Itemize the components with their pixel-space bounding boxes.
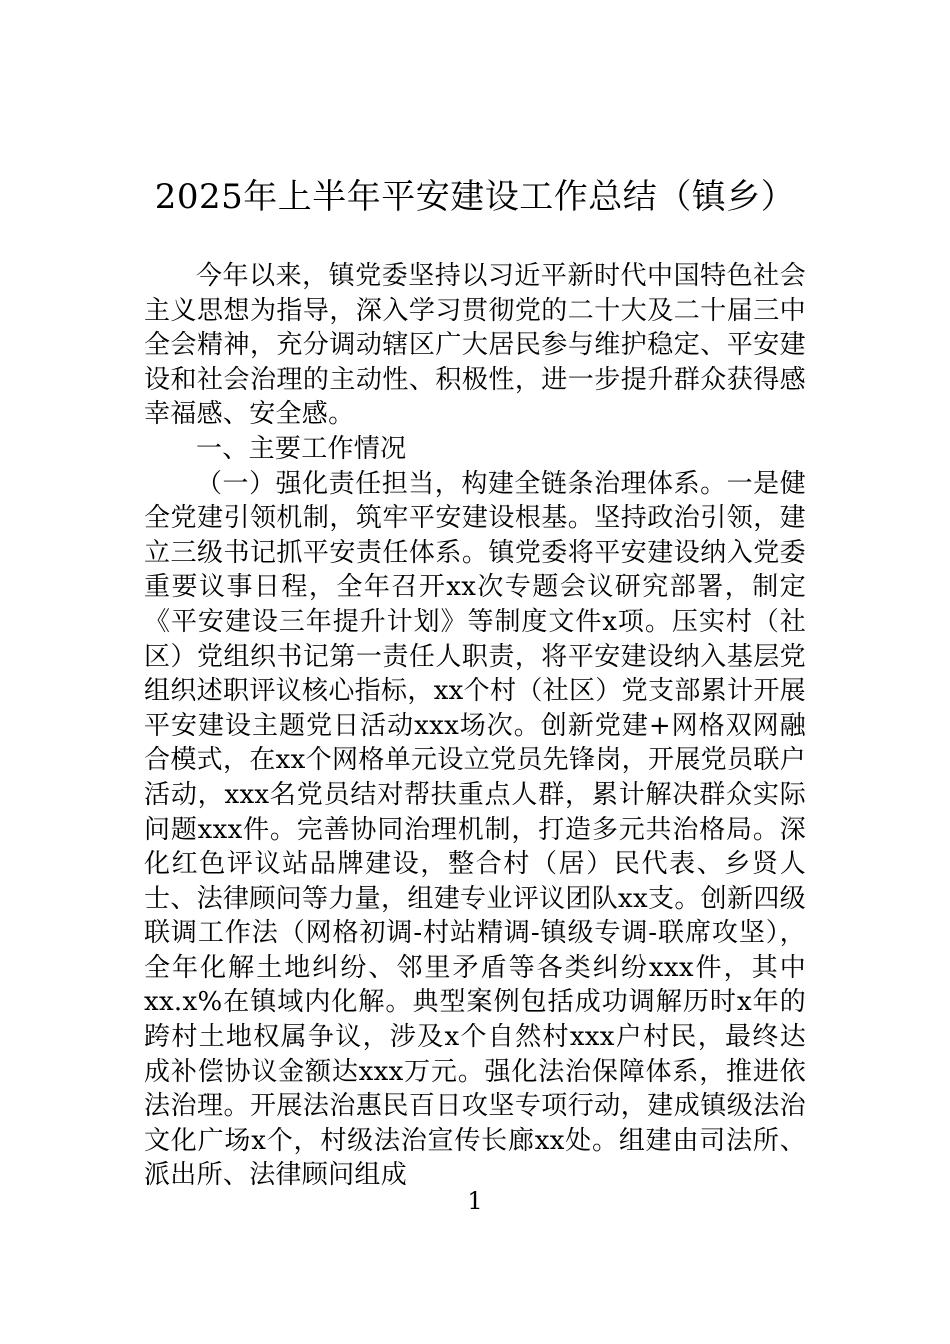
section-heading: 一、主要工作情况 xyxy=(196,433,407,464)
body-paragraph: （一）强化责任担当，构建全链条治理体系。一是健全党建引领机制，筑牢平安建设根基。坚持政治引领，建立三级书记抓平安责任体系。镇党委将平安建设纳入党委重要议事日程，全年召开xx次专题会议研究部署，制定《平安建设三年提升计划》等制度文件x项。压实村（社区）党组织书记第一责任人职责，将平安建设纳入基层党组织述职评议核心指标，xx个村（社区）党支部累计开展平安建设主题党日活动xxx场次。创新党建+网格双网融合模式，在xx个网格单元设立党员先锋岗，开展党员联户活动，xxx名党员结对帮扶重点人群，累计解决群众实际问题xxx件。完善协同治理机制，打造多元共治格局。深化红色评议站品牌建设，整合村（居）民代表、乡贤人士、法律顾问等力量，组建专业评议团队xx支。创新四级联调工作法（网格初调-村站精调-镇级专调-联席攻坚），全年化解土地纠纷、邻里矛盾等各类纠纷xxx件，其中xx.x%在镇域内化解。典型案例包括成功调解历时x年的跨村土地权属争议，涉及x个自然村xxx户村民，最终达成补偿协议金额达xxx万元。强化法治保障体系，推进依法治理。开展法治惠民百日攻坚专项行动，建成镇级法治文化广场x个，村级法治宣传长廊xx处。组建由司法所、派出所、法律顾问组成 xyxy=(144,468,806,1191)
document-body xyxy=(144,259,806,1193)
document-title: 2025年上半年平安建设工作总结（镇乡） xyxy=(154,177,796,217)
intro-paragraph: 今年以来，镇党委坚持以习近平新时代中国特色社会主义思想为指导，深入学习贯彻党的二十大及二十届三中全会精神，充分调动辖区广大居民参与维护稳定、平安建设和社会治理的主动性、积极性，进一步提升群众获得感幸福感、安全感。 xyxy=(144,261,806,430)
page-number: 1 xyxy=(467,1187,483,1215)
